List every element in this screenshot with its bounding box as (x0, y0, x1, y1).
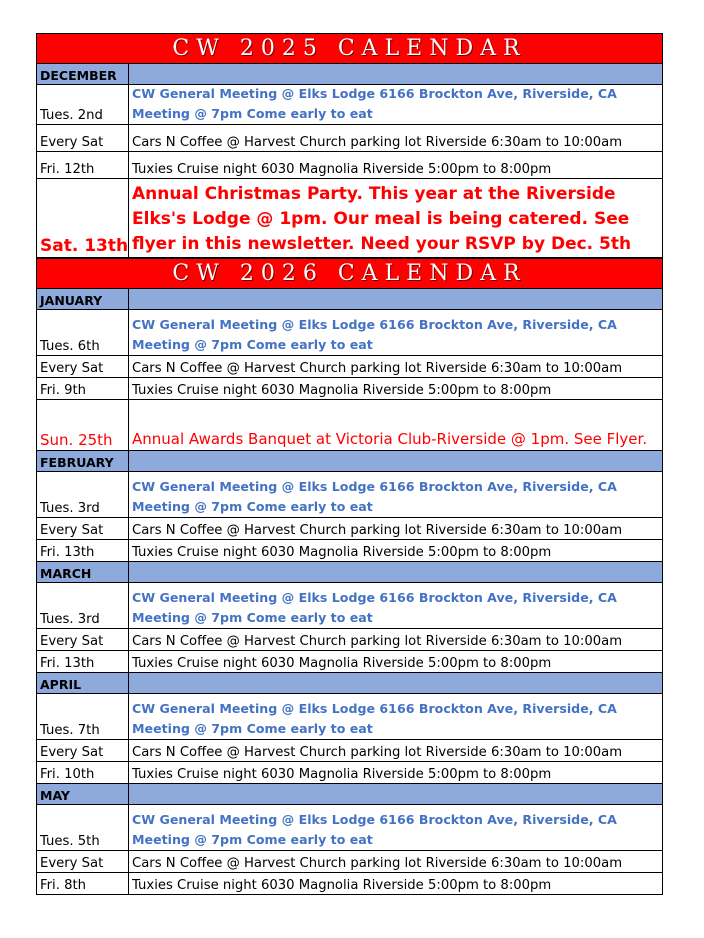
event-date: Every Sat (37, 629, 129, 650)
event-date: Sun. 25th (37, 400, 129, 450)
event-row (36, 310, 663, 356)
event-date: Fri. 8th (37, 873, 129, 894)
event-date: Tues. 3rd (37, 472, 129, 517)
event-row (36, 762, 663, 784)
month-header-december (36, 64, 663, 85)
event-date: Tues. 2nd (37, 85, 129, 124)
event-date: Fri. 13th (37, 540, 129, 561)
month-label: DECEMBER (37, 64, 129, 84)
event-text: Annual Awards Banquet at Victoria Club-Riverside @ 1pm. See Flyer. (132, 430, 648, 448)
month-label: JANUARY (37, 289, 129, 309)
event-text: Cars N Coffee @ Harvest Church parking lot Riverside 6:30am to 10:00am (132, 856, 623, 871)
event-text: CW General Meeting @ Elks Lodge 6166 Brockton Ave, Riverside, CA Meeting @ 7pm Come early to eat (132, 590, 617, 625)
event-row (36, 85, 663, 125)
event-row (36, 740, 663, 762)
event-text: Tuxies Cruise night 6030 Magnolia Riverside 5:00pm to 8:00pm (132, 767, 552, 782)
event-text: CW General Meeting @ Elks Lodge 6166 Brockton Ave, Riverside, CA Meeting @ 7pm Come early to eat (132, 479, 617, 514)
event-row (36, 518, 663, 540)
event-date: Fri. 9th (37, 378, 129, 399)
event-text: Tuxies Cruise night 6030 Magnolia Riverside 5:00pm to 8:00pm (132, 656, 552, 671)
event-date: Fri. 10th (37, 762, 129, 783)
month-header-may (36, 784, 663, 805)
calendar-2025-title: CW 2025 CALENDAR (172, 36, 527, 61)
event-date: Fri. 13th (37, 651, 129, 672)
event-text: Tuxies Cruise night 6030 Magnolia Riverside 5:00pm to 8:00pm (132, 383, 552, 398)
calendar-2026-months (36, 289, 663, 895)
event-date: Sat. 13th (37, 179, 129, 257)
event-row (36, 125, 663, 152)
event-text: Cars N Coffee @ Harvest Church parking lot Riverside 6:30am to 10:00am (132, 745, 623, 760)
event-row (36, 873, 663, 895)
month-header-january (36, 289, 663, 310)
event-date: Every Sat (37, 356, 129, 377)
event-row (36, 378, 663, 400)
event-date: Fri. 12th (37, 152, 129, 178)
calendar-2025-banner (36, 33, 663, 64)
event-row (36, 472, 663, 518)
event-date: Tues. 7th (37, 694, 129, 739)
event-row (36, 583, 663, 629)
calendar-document (36, 33, 663, 895)
event-date: Every Sat (37, 740, 129, 761)
event-date: Tues. 6th (37, 310, 129, 355)
event-date: Every Sat (37, 518, 129, 539)
event-row (36, 356, 663, 378)
event-text: Cars N Coffee @ Harvest Church parking lot Riverside 6:30am to 10:00am (132, 523, 623, 538)
event-text: Tuxies Cruise night 6030 Magnolia Riverside 5:00pm to 8:00pm (132, 878, 552, 893)
event-date: Tues. 3rd (37, 583, 129, 628)
calendar-2026-banner (36, 258, 663, 289)
event-date: Every Sat (37, 125, 129, 151)
event-row (36, 629, 663, 651)
month-header-march (36, 562, 663, 583)
month-label: FEBRUARY (37, 451, 129, 471)
event-row (36, 851, 663, 873)
month-label: MARCH (37, 562, 129, 582)
event-row (36, 651, 663, 673)
month-header-april (36, 673, 663, 694)
event-text: Cars N Coffee @ Harvest Church parking lot Riverside 6:30am to 10:00am (132, 135, 623, 150)
event-text: CW General Meeting @ Elks Lodge 6166 Brockton Ave, Riverside, CA Meeting @ 7pm Come early to eat (132, 317, 617, 352)
event-text: CW General Meeting @ Elks Lodge 6166 Brockton Ave, Riverside, CA Meeting @ 7pm Come early to eat (132, 86, 617, 121)
event-row (36, 152, 663, 179)
month-header-february (36, 451, 663, 472)
event-date: Every Sat (37, 851, 129, 872)
event-row (36, 694, 663, 740)
calendar-2026-title: CW 2026 CALENDAR (172, 261, 527, 286)
event-row (36, 540, 663, 562)
event-text: CW General Meeting @ Elks Lodge 6166 Brockton Ave, Riverside, CA Meeting @ 7pm Come early to eat (132, 701, 617, 736)
event-text: Cars N Coffee @ Harvest Church parking lot Riverside 6:30am to 10:00am (132, 361, 623, 376)
event-text: CW General Meeting @ Elks Lodge 6166 Brockton Ave, Riverside, CA Meeting @ 7pm Come early to eat (132, 812, 617, 847)
month-label: APRIL (37, 673, 129, 693)
event-row-highlight (36, 400, 663, 451)
event-text: Tuxies Cruise night 6030 Magnolia Riverside 5:00pm to 8:00pm (132, 162, 552, 177)
event-text: Annual Christmas Party. This year at the Riverside Elks's Lodge @ 1pm. Our meal is being catered. See flyer in this newsletter. Need your RSVP by Dec. 5th (132, 184, 632, 254)
event-text: Cars N Coffee @ Harvest Church parking lot Riverside 6:30am to 10:00am (132, 634, 623, 649)
month-label: MAY (37, 784, 129, 804)
event-row-highlight (36, 179, 663, 258)
event-row (36, 805, 663, 851)
event-text: Tuxies Cruise night 6030 Magnolia Riverside 5:00pm to 8:00pm (132, 545, 552, 560)
event-date: Tues. 5th (37, 805, 129, 850)
